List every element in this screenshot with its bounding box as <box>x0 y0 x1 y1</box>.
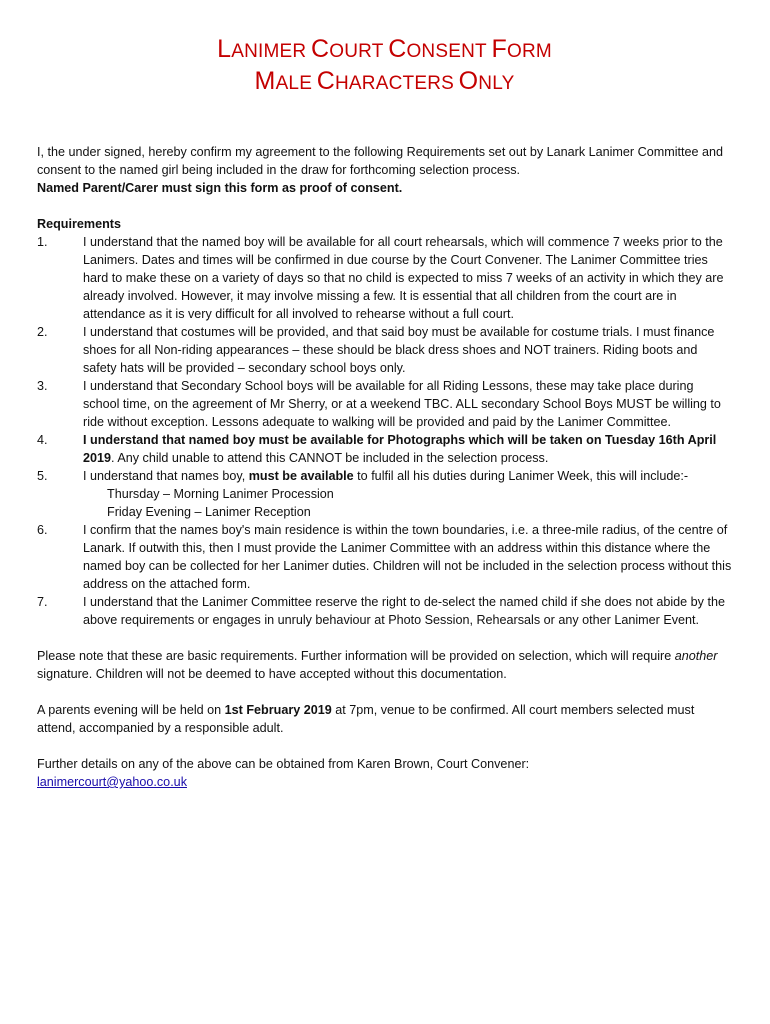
requirement-item <box>37 521 732 593</box>
title-cap: O <box>458 67 479 95</box>
title-rest: NLY <box>478 73 515 94</box>
title-rest: ORM <box>506 41 552 62</box>
title-word <box>491 35 552 63</box>
further-details-paragraph <box>37 755 732 791</box>
title-cap: C <box>316 67 335 95</box>
requirement-text: I understand that the Lanimer Committee reserve the right to de-select the named child if she does not abide by the above requirements or engages in unruly behaviour at Photo Session, Rehearsals or any other Lanimer Event. <box>83 595 725 627</box>
title-cap: C <box>310 35 330 63</box>
requirement-number: 3. <box>37 379 48 393</box>
requirement-number: 7. <box>37 595 48 609</box>
title-word <box>217 35 307 63</box>
title-rest: ALE <box>275 73 313 94</box>
title-word <box>316 67 454 95</box>
evening-date: 1st February 2019 <box>224 703 332 717</box>
title-word <box>388 35 487 63</box>
requirement-number: 4. <box>37 433 48 447</box>
title-rest: OURT <box>329 41 384 62</box>
intro-text: I, the under signed, hereby confirm my agreement to the following Requirements set out by Lanark Lanimer Committee and consent to the named girl being included in the draw for forthcoming selection process. <box>37 145 724 177</box>
note-text-pre: Please note that these are basic requirements. Further information will be provided on selection, which will require <box>37 649 675 663</box>
title-rest: ANIMER <box>231 41 307 62</box>
requirement-text-pre: I understand that names boy, <box>83 469 249 483</box>
title-word <box>254 67 313 95</box>
title-cap: M <box>254 67 276 95</box>
title-word <box>310 35 384 63</box>
requirement-bold-text: must be available <box>248 469 354 483</box>
intro-bold-line: Named Parent/Carer must sign this form as proof of consent. <box>37 181 403 195</box>
parents-evening-paragraph <box>37 701 732 737</box>
requirement-text: . Any child unable to attend this CANNOT be included in the selection process. <box>111 451 549 465</box>
requirement-text: I confirm that the names boy's main residence is within the town boundaries, i.e. a three-mile radius, of the centre of Lanark. If outwith this, then I must provide the Lanimer Committee with an address within this distance where the named boy can be collected for her Lanimer duties. Children will not be included in the selection process without this address on the attached form. <box>83 523 732 591</box>
title-line-1 <box>37 0 732 67</box>
title-rest: ONSENT <box>406 41 487 62</box>
title-rest: HARACTERS <box>335 73 454 94</box>
requirement-number: 5. <box>37 469 48 483</box>
requirement-subitem: Thursday – Morning Lanimer Procession <box>107 487 334 501</box>
title-cap: L <box>217 35 232 63</box>
requirement-text: I understand that Secondary School boys will be available for all Riding Lessons, these may take place during school time, on the agreement of Mr Sherry, or at a weekend TBC. ALL secondary School Boys MUST be willing to ride without exception. Lessons adequate to walking will be provided and paid by the Lanimer Committee. <box>83 379 721 429</box>
requirement-text: I understand that the named boy will be available for all court rehearsals, which will commence 7 weeks prior to the Lanimers. Dates and times will be confirmed in due course by the Court Convener. The Lanimer Committee tries hard to make these on a variety of days so that no child is expected to miss 7 weeks of an activity in which they are already involved. However, it may involve missing a few. It is essential that all children from the court are in attendance as it is very difficult for all involved to rehearse without a full court. <box>83 235 724 321</box>
requirement-item <box>37 431 732 467</box>
form-title <box>37 0 732 99</box>
requirement-number: 1. <box>37 235 48 249</box>
further-text: Further details on any of the above can be obtained from Karen Brown, Court Convener: <box>37 757 530 771</box>
requirements-heading: Requirements <box>37 217 121 231</box>
requirement-item <box>37 323 732 377</box>
requirement-text: I understand that costumes will be provided, and that said boy must be available for costume trials. I must finance shoes for all Non-riding appearances – these should be black dress shoes and NOT trainers. Riding boots and safety hats will be provided – secondary school boys only. <box>83 325 715 375</box>
contact-email-link[interactable]: lanimercourt@yahoo.co.uk <box>37 775 187 789</box>
requirement-number: 2. <box>37 325 48 339</box>
evening-text-post: at 7pm, venue to be confirmed. All court members selected must attend, accompanied by a responsible adult. <box>37 703 695 735</box>
title-cap: C <box>388 35 407 63</box>
intro-paragraph <box>37 143 732 197</box>
requirement-item <box>37 467 732 521</box>
requirement-number: 6. <box>37 523 48 537</box>
requirement-subitem: Friday Evening – Lanimer Reception <box>107 505 311 519</box>
requirement-item <box>37 233 732 323</box>
requirement-item <box>37 593 732 629</box>
title-word <box>458 67 515 95</box>
evening-text-pre: A parents evening will be held on <box>37 703 225 717</box>
note-paragraph <box>37 647 732 683</box>
requirements-list <box>37 233 732 629</box>
note-text-post: signature. Children will not be deemed to have accepted without this documentation. <box>37 667 507 681</box>
requirement-item <box>37 377 732 431</box>
title-line-2 <box>37 67 732 99</box>
requirement-bold-text: I understand that named boy must be available for Photographs which will be taken on Tuesday 16th April 2019 <box>83 433 717 465</box>
requirement-text-post: to fulfil all his duties during Lanimer Week, this will include:- <box>353 469 689 483</box>
title-cap: F <box>491 35 507 63</box>
note-italic: another <box>674 649 718 663</box>
